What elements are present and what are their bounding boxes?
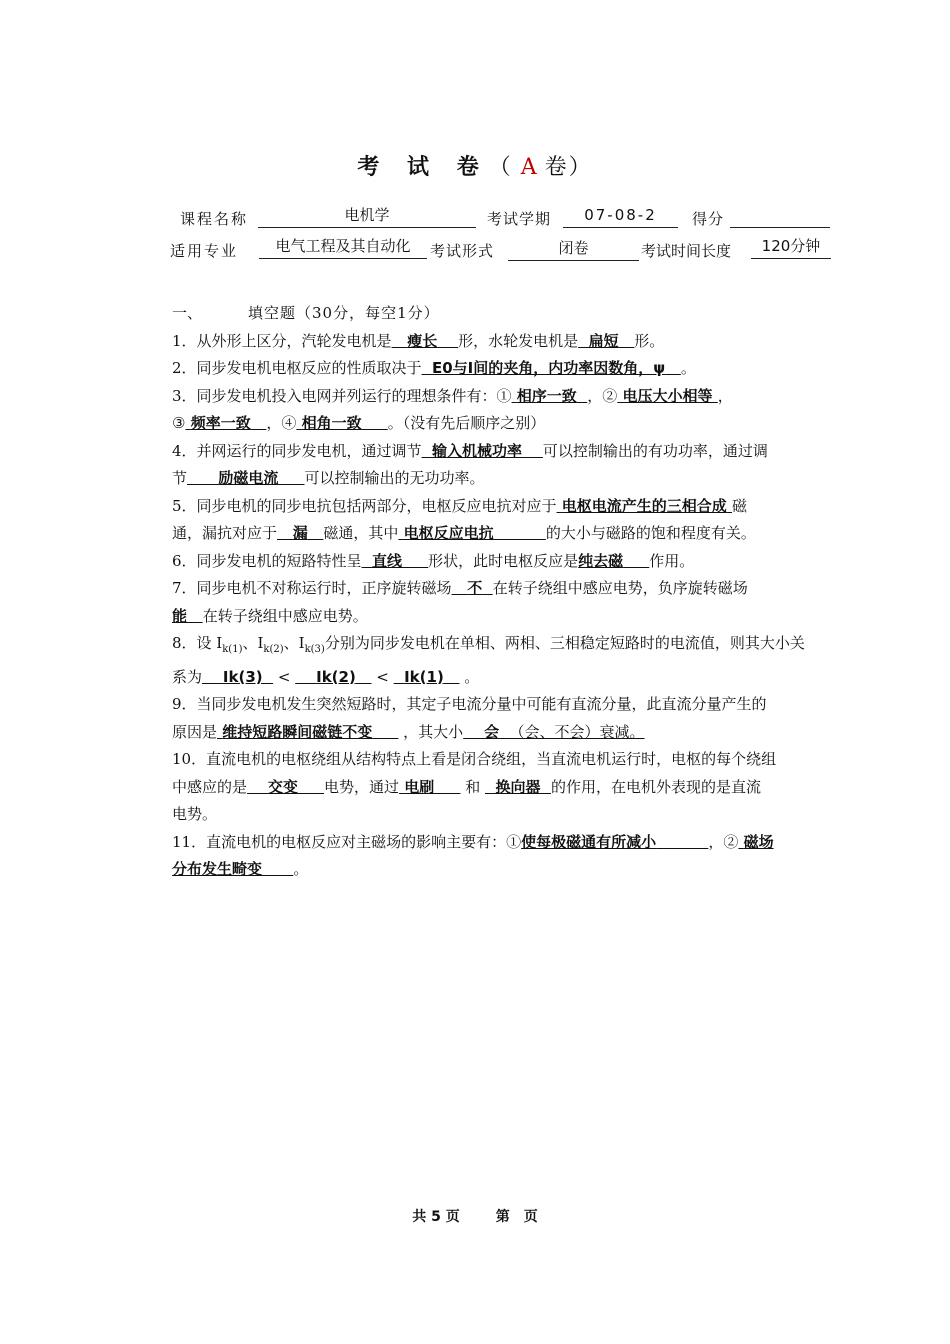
q10-answer-1: 交变 (267, 777, 298, 796)
q10-text-4: 和 (465, 777, 481, 796)
q4-answer-1: 输入机械功率 (432, 441, 523, 460)
q8-sep-1: 、I (242, 634, 264, 652)
q4-answer-2: 励磁电流 (218, 469, 279, 487)
q3-answer-3: 频率一致 (190, 414, 251, 432)
major-label: 适用专业 (170, 242, 239, 260)
q8-text-2: 分别为同步发电机在单相、两相、三相稳定短路时的电流值，则其大小关 (324, 634, 805, 652)
q1-text-3: 形。 (634, 331, 665, 350)
score-label: 得分 (692, 210, 725, 228)
q5-text-2: 磁 (732, 496, 748, 515)
q5-text-4: 磁通，其中 (323, 524, 399, 542)
q10-text-6: 电势。 (172, 805, 218, 823)
q7-text: 7．同步电机不对称运行时，正序旋转磁场 (172, 579, 452, 597)
question-3 (172, 383, 827, 438)
q10-text-2: 中感应的是 (172, 777, 248, 796)
question-9 (172, 691, 827, 746)
q3-text-4: ③ (172, 414, 186, 432)
title-close: 卷） (544, 155, 593, 180)
q8-text-3: 系为 (172, 667, 203, 686)
q6-answer-2: 纯去磁 (578, 551, 624, 570)
q9-text-4: （会、不会）衰减。 (509, 722, 645, 741)
q8-answer-3: Ik(1) (404, 667, 444, 686)
exam-title (0, 150, 950, 181)
q8-text-4: 。 (464, 667, 480, 686)
total-pages: 共 5 页 (412, 1209, 460, 1225)
q8-sep-2: 、I (283, 634, 305, 652)
q3-text-6: 。（没有先后顺序之别） (387, 414, 546, 432)
page-footer (0, 1206, 950, 1226)
q6-text: 6．同步发电机的短路特性呈 (172, 551, 362, 570)
q8-sub-3: k(3) (304, 644, 325, 655)
question-body (172, 300, 827, 884)
q10-text-3: 电势，通过 (324, 777, 400, 796)
form-field[interactable]: 闭卷 (508, 238, 639, 261)
duration-field[interactable]: 120分钟 (751, 236, 831, 259)
q7-answer-2: 能 (172, 606, 188, 625)
q1-text: 1．从外形上区分，汽轮发电机是 (172, 331, 392, 350)
q11-answer-3: 分布发生畸变 (172, 860, 263, 878)
q4-text-4: 可以控制输出的无功功率。 (304, 469, 485, 487)
course-label: 课程名称 (180, 210, 249, 228)
q5-answer-3: 电枢反应电抗 (403, 524, 494, 542)
question-4 (172, 438, 827, 493)
q1-answer-2: 扁短 (588, 331, 619, 350)
title-variant: A (520, 155, 537, 180)
q11-text-2: ，② (708, 832, 739, 851)
q7-text-3: 在转子绕组中感应电势。 (202, 606, 368, 625)
question-10 (172, 746, 827, 829)
q11-answer-2: 磁场 (743, 832, 774, 851)
question-5 (172, 493, 827, 548)
page-number: 第 页 (495, 1209, 538, 1225)
q10-answer-3: 换向器 (495, 777, 541, 796)
term-field[interactable]: 07-08-2 (563, 205, 678, 228)
section-title: 填空题（30分，每空1分） (248, 304, 440, 322)
q11-text: 11．直流电机的电枢反应对主磁场的影响主要有：① (172, 832, 522, 851)
q1-text-2: 形，水轮发电机是 (458, 331, 579, 350)
q6-answer-1: 直线 (372, 551, 403, 570)
q2-text: 2．同步发电机电枢反应的性质取决于 (172, 359, 422, 377)
q3-answer-4: 相角一致 (301, 414, 362, 432)
section-number: 一、 (172, 304, 203, 322)
q3-text-3: ， (717, 386, 733, 405)
q10-text-5: 的作用，在电机外表现的是直流 (550, 777, 761, 796)
form-label: 考试形式 (430, 242, 495, 260)
q3-answer-1: 相序一致 (516, 386, 577, 405)
q3-text: 3．同步发电机投入电网并列运行的理想条件有：① (172, 386, 512, 405)
course-field[interactable]: 电机学 (258, 205, 476, 228)
q5-text-5: 的大小与磁路的饱和程度有关。 (545, 524, 756, 542)
q5-answer-1: 电枢电流产生的三相合成 (561, 496, 727, 515)
q9-text-3: ，其大小 (403, 722, 464, 741)
q8-sub-2: k(2) (263, 644, 284, 655)
q7-text-2: 在转子绕组中感应电势，负序旋转磁场 (492, 579, 748, 597)
q5-text-3: 通，漏抗对应于 (172, 524, 278, 542)
q4-text-3: 节 (172, 469, 188, 487)
q6-text-2: 形状，此时电枢反应是 (428, 551, 579, 570)
q5-answer-2: 漏 (292, 524, 308, 542)
question-2 (172, 355, 827, 383)
q8-answer-1: Ik(3) (222, 667, 263, 686)
duration-label: 考试时间长度 (641, 242, 732, 260)
q10-text: 10．直流电机的电枢绕组从结构特点上看是闭合绕组，当直流电机运行时，电枢的每个绕组 (172, 750, 777, 768)
major-field[interactable]: 电气工程及其自动化 (259, 236, 427, 259)
q5-text: 5．同步电机的同步电抗包括两部分，电枢反应电抗对应于 (172, 496, 557, 515)
q3-text-2: ，② (587, 386, 618, 405)
q8-answer-2: Ik(2) (316, 667, 356, 686)
q8-lt-1: < (277, 667, 291, 686)
question-11 (172, 829, 827, 884)
q3-text-5: ，④ (266, 414, 297, 432)
q10-answer-2: 电刷 (404, 777, 435, 796)
q2-text-2: 。 (680, 359, 696, 377)
q8-text: 8．设 I (172, 634, 223, 652)
q11-answer-1: 使每极磁通有所减小 (521, 832, 657, 851)
q3-answer-2: 电压大小相等 (622, 386, 713, 405)
q6-text-3: 作用。 (649, 551, 695, 570)
question-7 (172, 575, 827, 630)
q7-answer-1: 不 (467, 579, 483, 597)
q4-text-2: 可以控制输出的有功功率，通过调 (542, 441, 768, 460)
q2-answer-1: E0与I间的夹角，内功率因数角，ψ (432, 359, 666, 377)
title-main: 考 试 卷 (357, 154, 489, 180)
question-8 (172, 630, 827, 691)
title-open: （ (488, 155, 513, 180)
q11-text-3: 。 (293, 860, 309, 878)
question-6 (172, 548, 827, 576)
q8-sub-1: k(1) (222, 644, 243, 655)
q8-lt-2: < (376, 667, 389, 686)
q9-answer-2: 会 (484, 722, 500, 741)
section-heading (172, 300, 827, 328)
q9-text-2: 原因是 (172, 722, 218, 741)
q9-answer-1: 维持短路瞬间磁链不变 (222, 722, 373, 741)
q4-text: 4．并网运行的同步发电机，通过调节 (172, 441, 422, 460)
score-field[interactable] (730, 205, 830, 228)
term-label: 考试学期 (487, 210, 552, 228)
q9-text: 9．当同步发电机发生突然短路时，其定子电流分量中可能有直流分量，此直流分量产生的 (172, 695, 767, 713)
q1-answer-1: 瘦长 (407, 331, 438, 350)
question-1 (172, 328, 827, 356)
